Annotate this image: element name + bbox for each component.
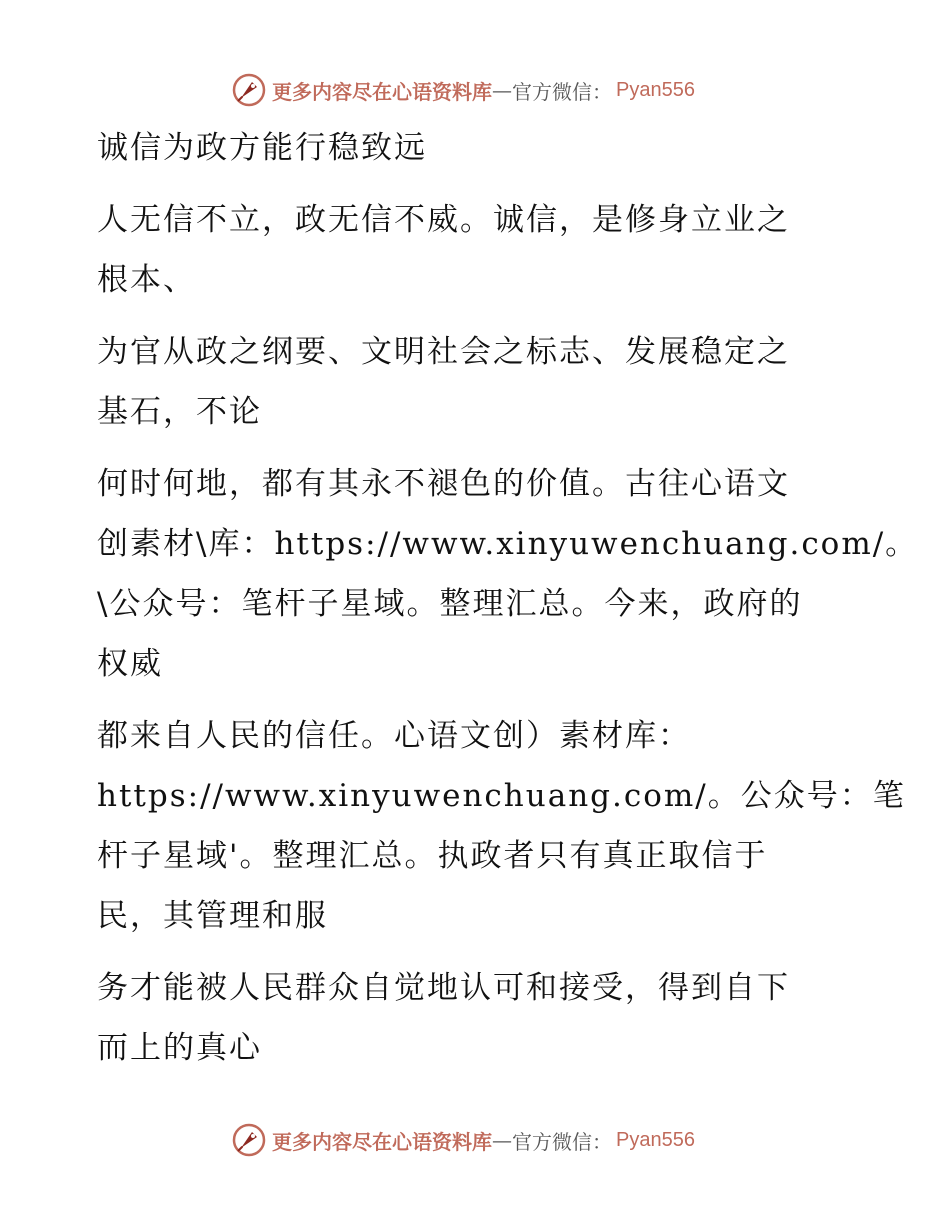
text-line: 根本、 <box>97 262 196 298</box>
text-line: 创素材\库：https://www.xinyuwenchuang.com/。 <box>97 526 919 562</box>
text-line: 杆子星域'。整理汇总。执政者只有真正取信于 <box>97 838 768 874</box>
paragraph <box>97 454 919 694</box>
text-line: 为官从政之纲要、文明社会之标志、发展稳定之 <box>97 334 790 370</box>
paragraph <box>97 190 837 310</box>
text-line: 基石，不论 <box>97 394 262 430</box>
pen-nib-circle-icon <box>232 73 266 107</box>
document-body <box>97 118 919 1090</box>
watermark-separator: — <box>492 1128 512 1152</box>
text-line: 何时何地，都有其永不褪色的价值。古往心语文 <box>97 466 790 502</box>
header-watermark <box>232 70 732 110</box>
watermark-wechat-id: Pyan556 <box>616 78 695 101</box>
watermark-brand: 更多内容尽在心语资料库 <box>272 79 492 104</box>
text-line: 诚信为政方能行稳致远 <box>97 130 427 166</box>
text-line: \公众号：笔杆子星域。整理汇总。今来，政府的 <box>97 586 803 622</box>
text-line: 而上的真心 <box>97 1030 262 1066</box>
paragraph-title <box>97 118 837 178</box>
watermark-wechat-label: 官方微信： <box>512 1129 612 1154</box>
watermark-brand: 更多内容尽在心语资料库 <box>272 1129 492 1154</box>
watermark-wechat-label: 官方微信： <box>512 79 612 104</box>
text-line: https://www.xinyuwenchuang.com/。公众号：笔 <box>97 778 906 814</box>
text-line: 民，其管理和服 <box>97 898 328 934</box>
text-line: 权威 <box>97 646 163 682</box>
footer-watermark <box>232 1120 732 1160</box>
paragraph <box>97 958 837 1078</box>
watermark-separator: — <box>492 78 512 102</box>
text-line: 人无信不立，政无信不威。诚信，是修身立业之 <box>97 202 790 238</box>
text-line: 务才能被人民群众自觉地认可和接受，得到自下 <box>97 970 790 1006</box>
pen-nib-circle-icon <box>232 1123 266 1157</box>
paragraph <box>97 322 837 442</box>
watermark-wechat-id: Pyan556 <box>616 1128 695 1151</box>
paragraph <box>97 706 906 946</box>
text-line: 都来自人民的信任。心语文创）素材库： <box>97 718 691 754</box>
